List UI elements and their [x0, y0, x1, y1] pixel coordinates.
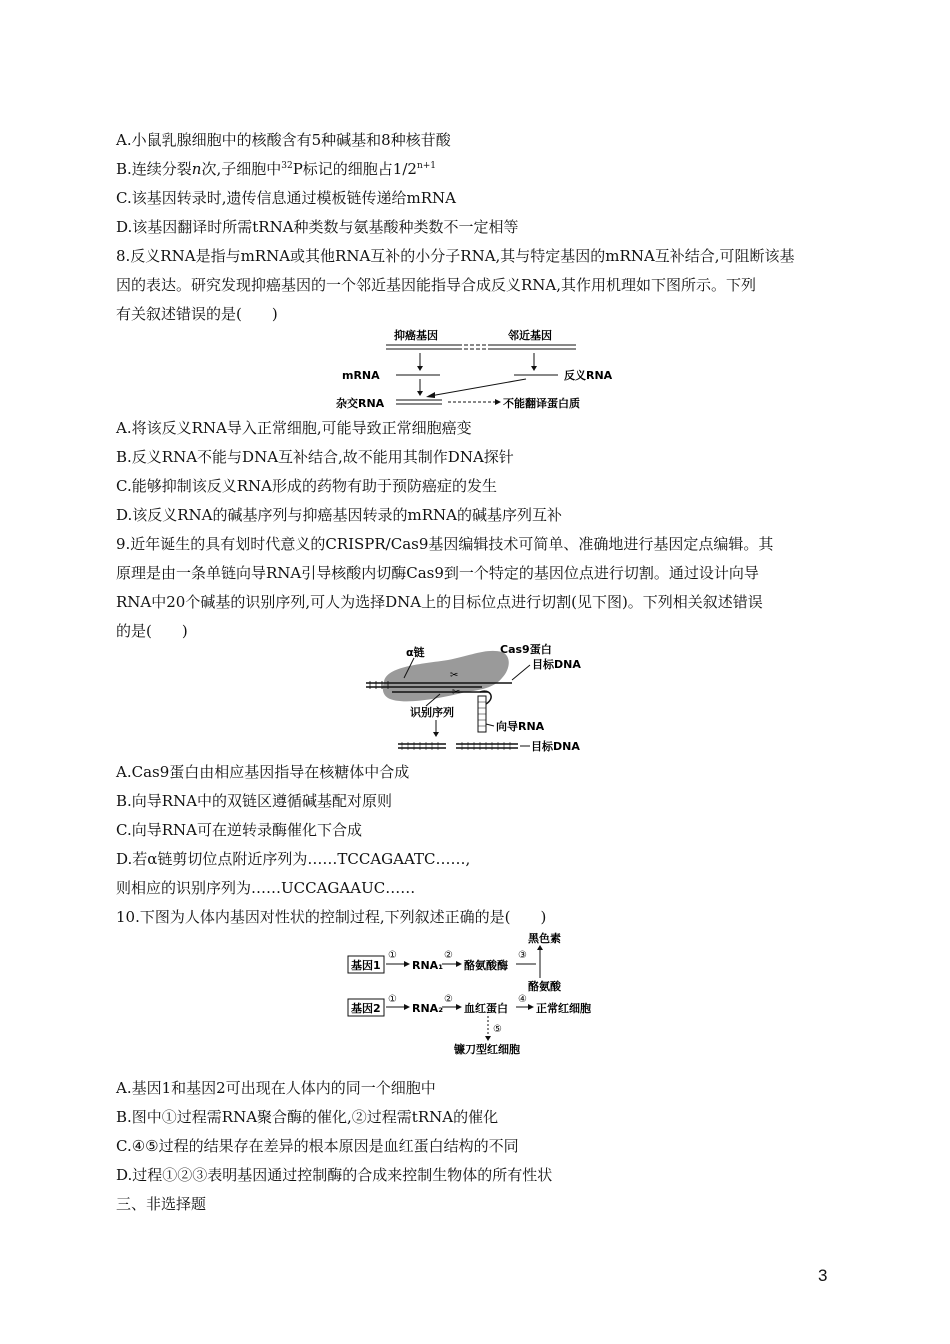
q9-fig-cut-ticks	[402, 742, 510, 750]
q10-fig-step5: ⑤	[493, 1024, 502, 1035]
q8-fig-gene2-label: 邻近基因	[508, 329, 552, 342]
q8-antisense-figure	[336, 326, 636, 414]
q8-fig-arrowhead-4	[426, 392, 435, 398]
section-heading-nonchoice: 三、非选择题	[116, 1195, 207, 1213]
q10-fig-step4: ④	[518, 994, 527, 1005]
q8-option-c: C.能够抑制该反义RNA形成的药物有助于预防癌症的发生	[116, 477, 497, 495]
q8-stem-line1: 8.反义RNA是指与mRNA或其他RNA互补的小分子RNA,其与特定基因的mRNA互补结合,可阻断该基	[116, 247, 795, 265]
q10-fig-sickle-label: 镰刀型红细胞	[454, 1043, 520, 1056]
q8-option-a: A.将该反义RNA导入正常细胞,可能导致正常细胞癌变	[116, 419, 472, 437]
q10-fig-arrowhead-2a	[456, 961, 462, 967]
q9-fig-guide-label: 向导RNA	[496, 720, 545, 733]
q7-option-b-sup: 32	[281, 161, 293, 171]
q8-stem-line2: 因的表达。研究发现抑癌基因的一个邻近基因能指导合成反义RNA,其作用机理如下图所示。下列	[116, 276, 757, 294]
q10-gene-control-figure	[346, 926, 610, 1058]
q10-fig-step3: ③	[518, 950, 527, 961]
q7-option-d: D.该基因翻译时所需tRNA种类数与氨基酸种类数不一定相等	[116, 218, 519, 236]
q10-fig-step2-a: ②	[444, 950, 453, 961]
q10-option-b: B.图中①过程需RNA聚合酶的催化,②过程需tRNA的催化	[116, 1108, 499, 1126]
q10-option-c: C.④⑤过程的结果存在差异的根本原因是血红蛋白结构的不同	[116, 1137, 519, 1155]
q8-fig-arrowhead-3	[417, 391, 423, 396]
q10-fig-tyrosine-label: 酪氨酸	[528, 980, 561, 993]
q8-fig-arrowhead-2	[531, 366, 537, 371]
q7-option-b-post: P标记的细胞占1/2	[292, 160, 417, 178]
q9-stem-line3: RNA中20个碱基的识别序列,可人为选择DNA上的目标位点进行切割(见下图)。下列相关叙述错误	[116, 593, 763, 611]
q9-stem-line1: 9.近年诞生的具有划时代意义的CRISPR/Cas9基因编辑技术可简单、准确地进行基因定点编辑。其	[116, 535, 774, 553]
q8-option-d: D.该反义RNA的碱基序列与抑癌基因转录的mRNA的碱基序列互补	[116, 506, 562, 524]
q10-fig-normal-rbc-label: 正常红细胞	[536, 1002, 591, 1015]
q8-fig-hybrid-label: 杂交RNA	[336, 397, 385, 410]
q9-fig-scissors-icon-2: ✂	[452, 687, 461, 698]
q10-fig-arrowhead-up	[537, 945, 543, 950]
q10-fig-arrowhead-1b	[404, 1004, 410, 1010]
q9-fig-cas9-label: Cas9蛋白	[500, 643, 552, 656]
q9-fig-result-arrowhead	[433, 732, 439, 737]
q10-fig-gene1-label: 基因1	[351, 959, 381, 972]
q10-fig-step1-a: ①	[388, 950, 397, 961]
q7-option-b-mid: 次,子细胞中	[201, 160, 282, 178]
q10-fig-arrowhead-2b	[456, 1004, 462, 1010]
q9-fig-target-pointer	[512, 665, 530, 680]
q9-fig-guide-stem-ticks	[478, 702, 486, 726]
q8-fig-gene1-label: 抑癌基因	[394, 329, 438, 342]
q10-fig-arrowhead-1a	[404, 961, 410, 967]
q7-option-b-exp: n+1	[416, 161, 437, 171]
q8-fig-arrow-antisense-diag	[430, 379, 526, 396]
q8-fig-arrowhead-1	[417, 366, 423, 371]
q10-option-d: D.过程①②③表明基因通过控制酶的合成来控制生物体的所有性状	[116, 1166, 553, 1184]
q9-fig-recog-label: 识别序列	[410, 706, 454, 719]
q8-fig-result-label: 不能翻译蛋白质	[503, 397, 580, 410]
q7-option-b-pre: B.连续分裂	[116, 160, 192, 178]
q10-fig-step2-b: ②	[444, 994, 453, 1005]
q10-fig-step1-b: ①	[388, 994, 397, 1005]
q9-stem-line2: 原理是由一条单链向导RNA引导核酸内切酶Cas9到一个特定的基因位点进行切割。通过设计向导	[116, 564, 759, 582]
q10-option-a: A.基因1和基因2可出现在人体内的同一个细胞中	[116, 1079, 436, 1097]
q8-option-b: B.反义RNA不能与DNA互补结合,故不能用其制作DNA探针	[116, 448, 514, 466]
q10-fig-melanin-label: 黑色素	[528, 932, 561, 945]
q10-fig-rna1-label: RNA₁	[412, 959, 444, 972]
q9-option-d-line2: 则相应的识别序列为……UCCAGAAUC……	[116, 879, 416, 897]
q7-option-a: A.小鼠乳腺细胞中的核酸含有5种碱基和8种核苷酸	[116, 131, 451, 149]
q10-fig-gene2-label: 基因2	[351, 1002, 381, 1015]
q9-fig-scissors-icon-1: ✂	[450, 670, 459, 681]
page-number: 3	[818, 1266, 828, 1285]
q9-fig-guide-pointer	[486, 724, 494, 726]
q9-stem-line4: 的是( )	[116, 622, 188, 640]
q9-option-b: B.向导RNA中的双链区遵循碱基配对原则	[116, 792, 393, 810]
q10-fig-rna2-label: RNA₂	[412, 1002, 444, 1015]
q8-fig-mrna-label: mRNA	[342, 369, 380, 382]
q10-fig-enzyme-label: 酪氨酸酶	[464, 959, 508, 972]
q9-crispr-figure	[362, 640, 602, 756]
q9-option-d-line1: D.若α链剪切位点附近序列为……TCCAGAATC……,	[116, 850, 471, 868]
q7-option-b	[116, 159, 436, 179]
q9-fig-alpha-label: α链	[406, 646, 425, 659]
q10-fig-arrowhead-down	[485, 1036, 491, 1041]
q10-fig-arrowhead-4	[528, 1004, 534, 1010]
q9-option-c: C.向导RNA可在逆转录酶催化下合成	[116, 821, 362, 839]
q9-fig-target-label: 目标DNA	[532, 658, 581, 671]
q7-option-b-n: n	[191, 160, 202, 178]
q9-option-a: A.Cas9蛋白由相应基因指导在核糖体中合成	[116, 763, 410, 781]
q8-fig-antisense-label: 反义RNA	[564, 369, 613, 382]
q8-fig-arrowhead-5	[495, 399, 501, 405]
q8-stem-line3: 有关叙述错误的是( )	[116, 305, 278, 323]
q9-fig-target2-label: 目标DNA	[531, 740, 580, 753]
q10-stem: 10.下图为人体内基因对性状的控制过程,下列叙述正确的是( )	[116, 908, 547, 926]
q10-fig-hemoglobin-label: 血红蛋白	[464, 1002, 508, 1015]
q7-option-c: C.该基因转录时,遗传信息通过模板链传递给mRNA	[116, 189, 456, 207]
